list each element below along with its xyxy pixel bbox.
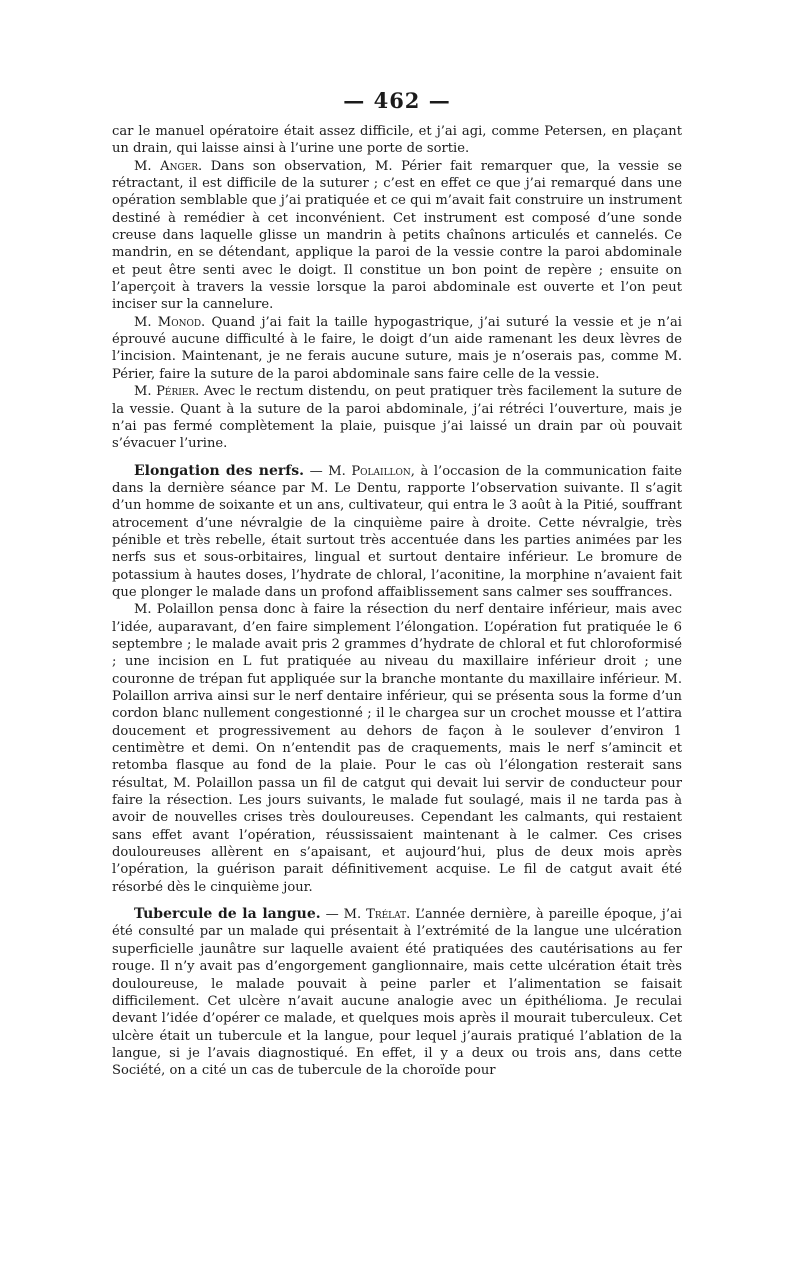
section-tubercule-de-la-langue	[112, 906, 682, 1079]
section-gap	[112, 896, 682, 906]
paragraph-polaillon-operation	[112, 601, 682, 896]
speaker-name: M. Trélat.	[343, 907, 411, 923]
paragraph-text: à l’occasion de la communication faite dans la dernière séance par M. Le Dentu, rapporte l’observation suivante. Il s’agit d’un homme de soixante et un ans, cultivateur, qui entra le 3 août à la Pitié, souffrant atrocement d’une névralgie de la cinquième paire à droite. Cette névralgie, très pénible et très rebelle, était surtout très accentuée dans les parties animées par les nerfs sus et sous-orbitaires, lingual et surtout dentaire inférieur. Le bromure de potassium à hautes doses, l’hydrate de chloral, l’aconitine, la morphine n’avaient fait que plonger le malade dans un profond affaiblissement sans calmer ses souffrances.	[112, 463, 682, 600]
paragraph-text: L’année dernière, à pareille époque, j’ai été consulté par un malade qui présentait à l’extrémité de la langue une ulcération superficielle jaunâtre sur laquelle avaient été pratiquées des cautérisations au fer rouge. Il n’y avait pas d’engorgement ganglionnaire, mais cette ulcération était très douloureuse, le malade pouvait à peine parler et l’alimentation se faisait difficilement. Cet ulcère n’avait aucune analogie avec un épithélioma. Je reculai devant l’idée d’opérer ce malade, et quelques mois après il mourait tuberculeux. Cet ulcère était un tubercule et la langue, pour lequel j’aurais pratiqué l’ablation de la langue, si je l’avais diagnostiqué. En effet, il y a deux ou trois ans, dans cette Société, on a cité un cas de tubercule de la choroïde pour	[112, 907, 682, 1079]
speaker-name: M. Monod.	[134, 314, 206, 330]
document-page	[112, 88, 682, 1080]
speaker-name: M. Périer.	[134, 384, 200, 400]
paragraph-text: Quand j’ai fait la taille hypogastrique, j’ai suturé la vessie et je n’ai éprouvé aucune difficulté à le faire, le doigt d’un aide ramenant les deux lèvres de l’incision. Maintenant, je ne ferais aucune suture, mais je n’oserais pas, comme M. Périer, faire la suture de la paroi abdominale sans faire celle de la vessie.	[112, 314, 682, 382]
paragraph-monod	[112, 314, 682, 383]
paragraph-anger	[112, 158, 682, 314]
section-gap	[112, 453, 682, 463]
heading-dash: —	[320, 907, 344, 923]
paragraph-text: car le manuel opératoire était assez difficile, et j’ai agi, comme Petersen, en plaçant un drain, qui laisse ainsi à l’urine une porte de sortie.	[112, 124, 682, 157]
paragraph-perier	[112, 383, 682, 452]
page-number: — 462 —	[343, 88, 451, 113]
speaker-name: M. Polaillon,	[328, 463, 415, 479]
paragraph-text: Avec le rectum distendu, on peut pratiquer très facilement la suture de la vessie. Quant à la suture de la paroi abdominale, j’ai rétréci l’ouverture, mais je n’ai pas fermé complètement la plaie, puisque j’ai laissé un drain par où pouvait s’évacuer l’urine.	[112, 384, 683, 452]
paragraph-text: M. Polaillon pensa donc à faire la résection du nerf dentaire inférieur, mais avec l’idée, auparavant, d’en faire simplement l’élongation. L’opération fut pratiquée le 6 septembre ; le malade avait pris 2 grammes d’hydrate de chloral et fut chloroformisé ; une incision en L fut pratiquée au niveau du maxillaire inférieur droit ; une couronne de trépan fut appliquée sur la branche montante du maxillaire inférieur. M. Polaillon arriva ainsi sur le nerf dentaire inférieur, qui se présenta sous la forme d’un cordon blanc nullement congestionné ; il le chargea sur un crochet mousse et l’attira doucement et progressivement au dehors de façon à le soulever d’environ 1 centimètre et demi. On n’entendit pas de craquements, mais le nerf s’amincit et retomba flasque au fond de la plaie. Pour le cas où l’élongation resterait sans résultat, M. Polaillon passa un fil de catgut qui devait lui servir de conducteur pour faire la résection. Les jours suivants, le malade fut soulagé, mais il ne tarda pas à avoir de nouvelles crises très douloureuses. Cependant les calmants, qui restaient sans effet avant l’opération, réussissaient maintenant à le calmer. Ces crises douloureuses allèrent en s’apaisant, et aujourd’hui, plus de deux mois après l’opération, la guérison parait définitivement acquise. Le fil de catgut avait été résorbé dès le cinquième jour.	[112, 602, 682, 895]
heading-dash: —	[304, 463, 329, 479]
section-heading: Tubercule de la langue.	[134, 906, 321, 923]
section-elongation-des-nerfs	[112, 463, 682, 602]
speaker-name: M. Anger.	[134, 158, 203, 174]
section-heading: Elongation des nerfs.	[134, 462, 305, 479]
paragraph-continuation	[112, 123, 682, 158]
paragraph-text: Dans son observation, M. Périer fait remarquer que, la vessie se rétractant, il est difficile de la suturer ; c’est en effet ce que j’ai remarqué dans une opération semblable que j’ai pratiquée et ce qui m’avait fait construire un instrument destiné à remédier à cet inconvénient. Cet instrument est composé d’une sonde creuse dans laquelle glisse un mandrin à petits chaînons articulés et cannelés. Ce mandrin, en se détendant, applique la paroi de la vessie contre la paroi abdominale et peut être senti avec le doigt. Il constitue un bon point de repère ; ensuite on l’aperçoit à travers la vessie lorsque la paroi abdominale est ouverte et l’on peut inciser sur la cannelure.	[112, 158, 682, 313]
